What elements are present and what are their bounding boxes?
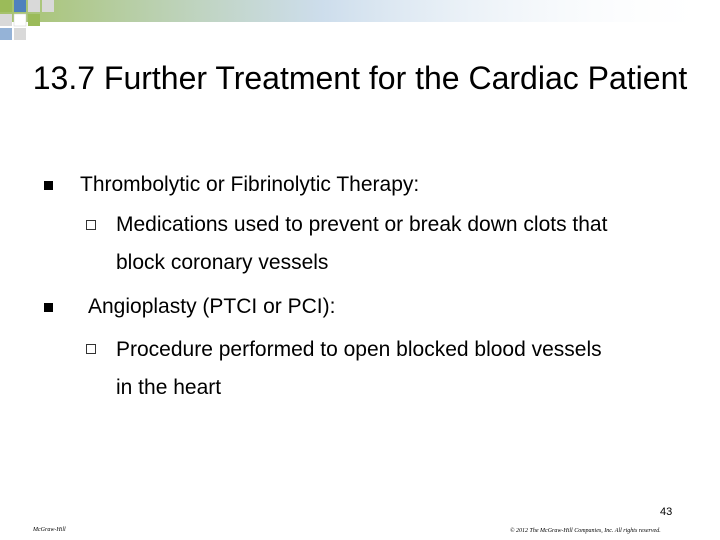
sub-bullet-box-icon: [86, 344, 96, 354]
sub-line: Procedure performed to open blocked blood vessels: [116, 338, 602, 361]
sub-line: in the heart: [116, 376, 222, 399]
item-sub-text-angioplasty: [116, 331, 696, 407]
band-gradient: [0, 0, 720, 22]
item-sub-text-thrombolytic: [116, 206, 696, 282]
sub-line: block coronary vessels: [116, 251, 329, 274]
page-number: 43: [660, 506, 673, 518]
bullet-square-icon: [44, 181, 53, 190]
sub-bullet-box-icon: [86, 220, 96, 230]
item-heading-thrombolytic: Thrombolytic or Fibrinolytic Therapy:: [80, 173, 420, 196]
footer-copyright: © 2012 The McGraw-Hill Companies, Inc. All rights reserved.: [510, 528, 661, 534]
sub-line: Medications used to prevent or break down clots that: [116, 213, 608, 236]
footer-publisher: McGraw-Hill: [33, 527, 66, 533]
slide-title: 13.7 Further Treatment for the Cardiac Patient: [32, 60, 688, 96]
item-heading-angioplasty: Angioplasty (PTCI or PCI):: [88, 295, 336, 318]
decorative-header-band: [0, 0, 720, 44]
bullet-square-icon: [44, 303, 53, 312]
